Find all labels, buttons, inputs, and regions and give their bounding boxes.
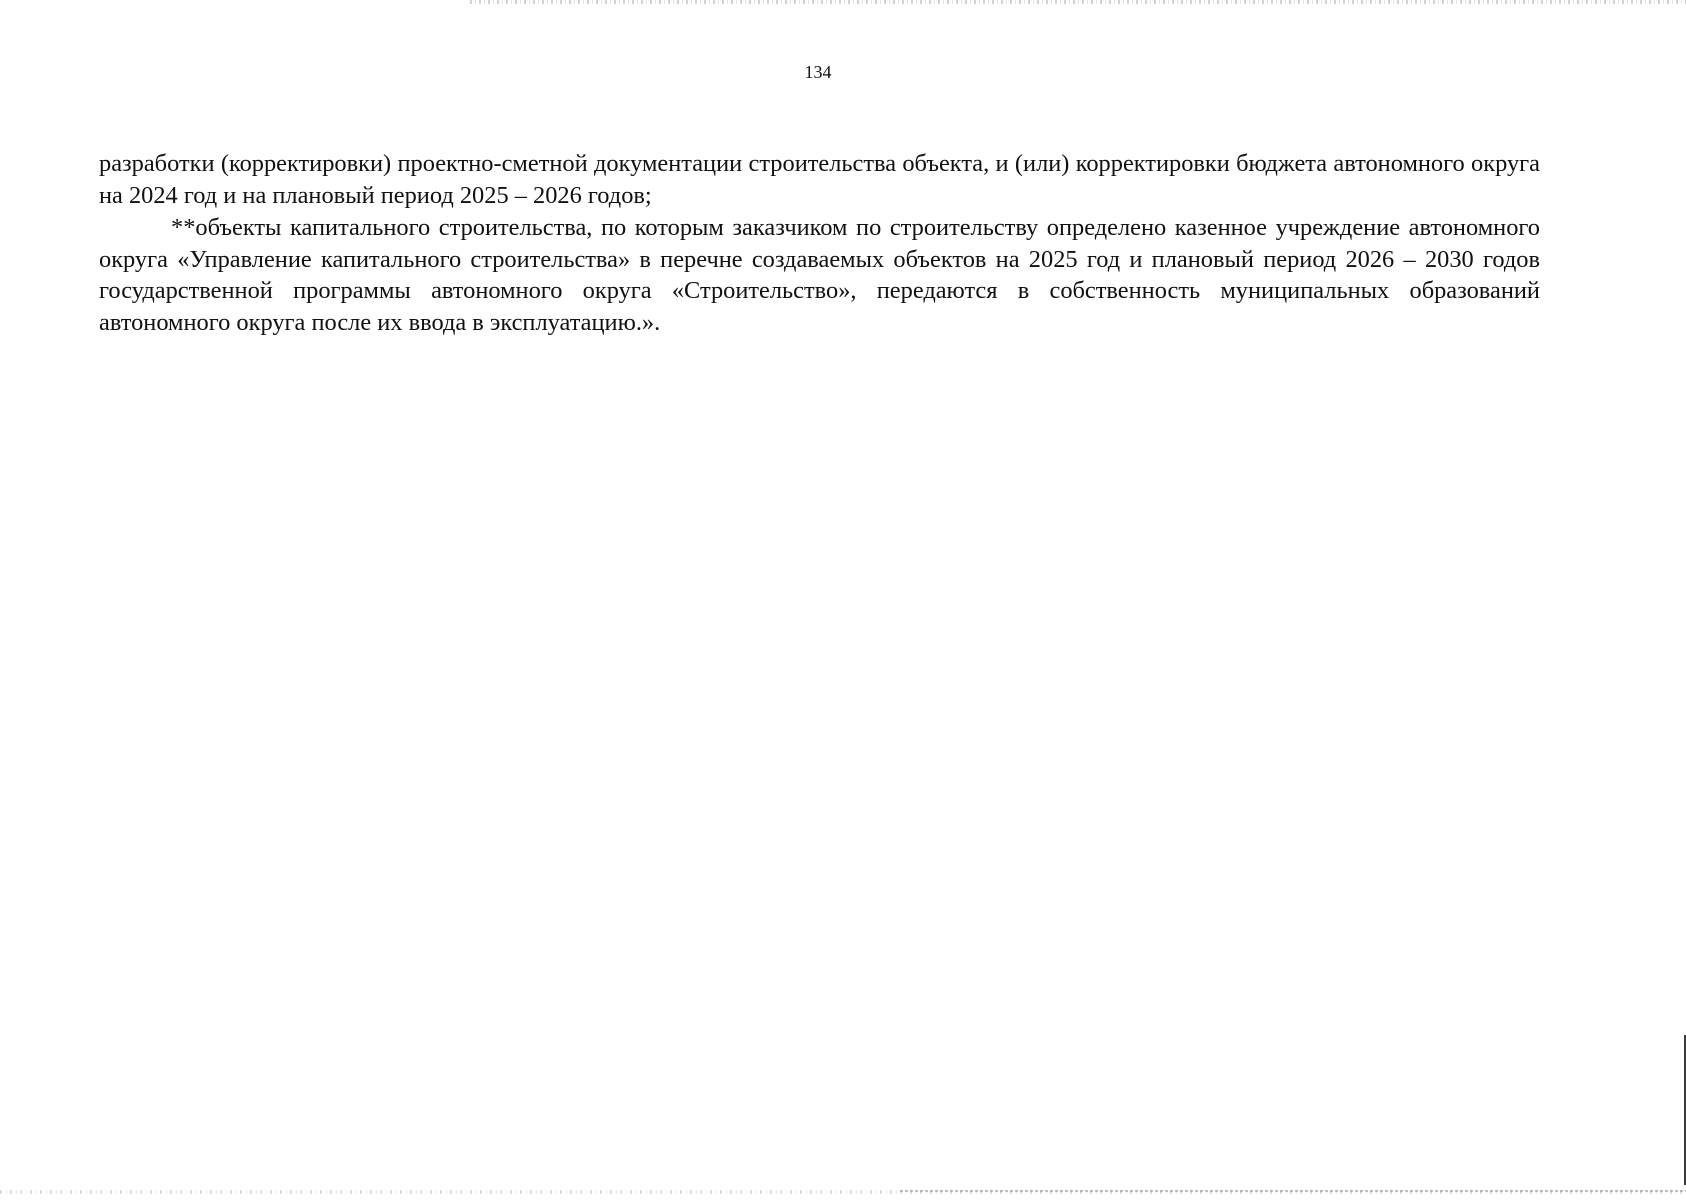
paragraph-continuation: разработки (корректировки) проектно-сметной документации строительства объекта, и (или) корректировки бюджета автономного округа на 2024 год и на плановый период 2025 – 2026 годов; — [99, 150, 1540, 209]
footnote-paragraph: **объекты капитального строительства, по которым заказчиком по строительству определено казенное учреждение автономного округа «Управление капитального строительства» в перечне создаваемых объектов на 2025 год и плановый период 2026 – 2030 годов государственной программы автономного округа «Строительство», передаются в собственность муниципальных образований автономного округа после их ввода в эксплуатацию.». — [99, 214, 1540, 336]
scan-artifact-bottom-dark — [900, 1190, 1686, 1192]
page-number: 134 — [804, 62, 832, 82]
document-body — [99, 148, 1540, 338]
scan-artifact-top — [470, 0, 1686, 4]
